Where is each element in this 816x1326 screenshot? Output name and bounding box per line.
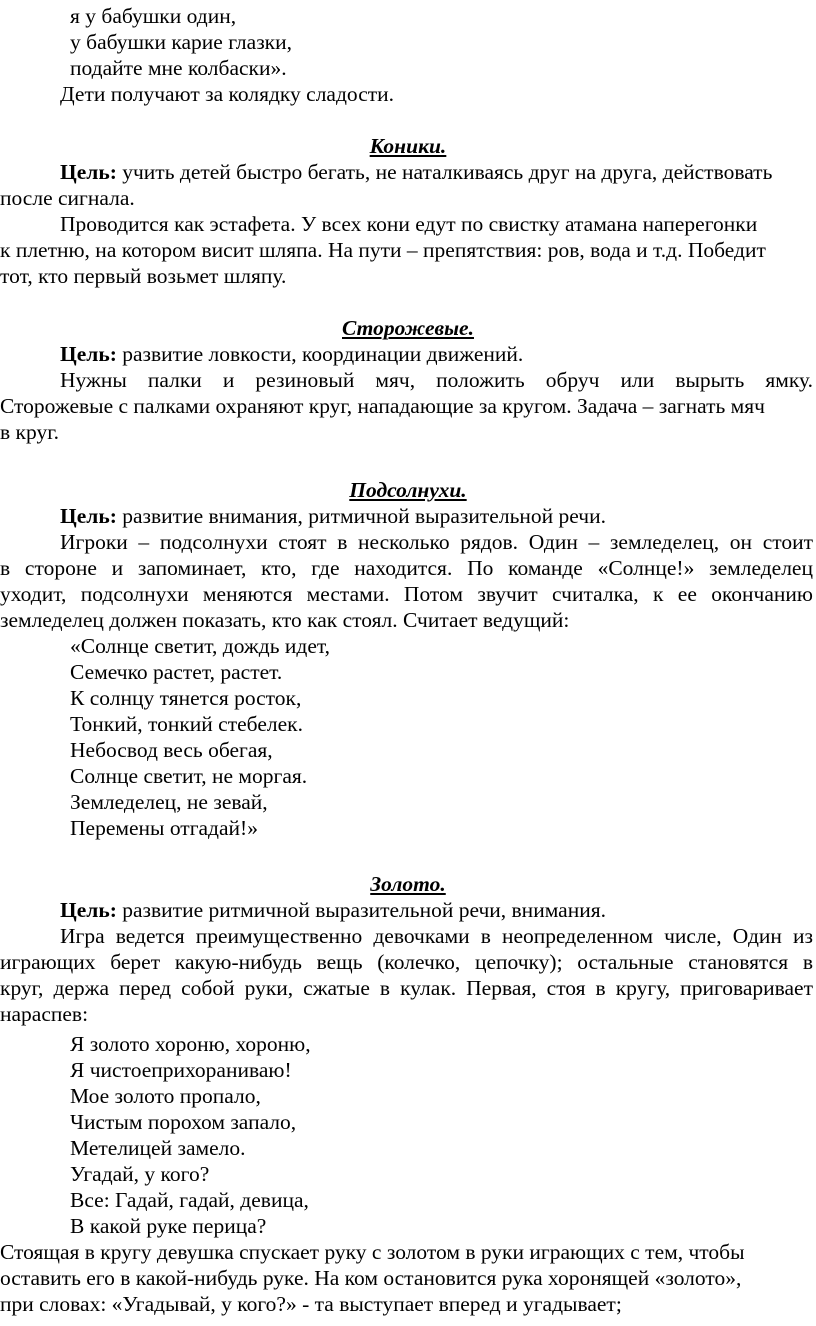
poem-line: Мое золото пропало, [70,1084,261,1108]
paragraph-line: Проводится как эстафета. У всех кони едут по свистку атамана наперегонки [60,212,758,236]
poem-line: Земледелец, не зевай, [70,790,268,814]
poem-line: В какой руке перица? [70,1214,267,1238]
poem-line: Я золото хороню, хороню, [70,1032,311,1056]
goal-text: развитие ловкости, координации движений. [116,342,524,366]
paragraph-line: Дети получают за колядку сладости. [60,82,395,106]
goal-text: развитие ритмичной выразительной речи, внимания. [116,898,606,922]
paragraph-line: Сторожевые с палками охраняют круг, нападающие за кругом. Задача – загнать мяч [0,394,765,418]
section-title-podsolnukhi: Подсолнухи. [349,478,467,502]
paragraph-line: Игроки – подсолнухи стоят в несколько рядов. Один – земледелец, он стоит [60,530,813,554]
paragraph-line: оставить его в какой-нибудь руке. На ком остановится рука хоронящей «золото», [0,1266,742,1290]
poem-line: Тонкий, тонкий стебелек. [70,712,303,736]
poem-line: Я чистоеприхораниваю! [70,1058,292,1082]
paragraph-line: уходит, подсолнухи меняются местами. Потом звучит считалка, к ее окончанию [0,582,813,606]
goal-label: Цель: [60,504,117,528]
poem-line: Солнце светит, не моргая. [70,764,308,788]
goal-line [60,504,606,530]
goal-label: Цель: [60,342,117,366]
goal-line [60,342,523,368]
poem-line: Перемены отгадай!» [70,816,258,840]
poem-line: подайте мне колбаски». [70,56,287,80]
paragraph-line: тот, кто первый возьмет шляпу. [0,264,287,288]
poem-line: Небосвод весь обегая, [70,738,273,762]
paragraph-line: после сигнала. [0,186,135,210]
goal-text: развитие внимания, ритмичной выразительной речи. [116,504,606,528]
paragraph-line: Стоящая в кругу девушка спускает руку с золотом в руки играющих с тем, чтобы [0,1240,745,1264]
paragraph-line: играющих берет какую-нибудь вещь (колечко, цепочку); остальные становятся в [0,950,813,974]
poem-line: Семечко растет, растет. [70,660,283,684]
paragraph-line: нараспев: [0,1002,89,1026]
paragraph-line: в круг. [0,420,59,444]
poem-line: у бабушки карие глазки, [70,30,293,54]
section-title-zoloto: Золото. [370,872,446,896]
paragraph-line: круг, держа перед собой руки, сжатые в кулак. Первая, стоя в кругу, приговаривает [0,976,813,1000]
goal-line [60,160,772,186]
poem-line: К солнцу тянется росток, [70,686,302,710]
goal-text: учить детей быстро бегать, не наталкиваясь друг на друга, действовать [116,160,773,184]
poem-line: Метелицей замело. [70,1136,246,1160]
poem-line: «Солнце светит, дождь идет, [70,634,331,658]
paragraph-line: к плетню, на котором висит шляпа. На пути – препятствия: ров, вода и т.д. Победит [0,238,766,262]
paragraph-line: Нужны палки и резиновый мяч, положить обруч или вырыть ямку. [60,368,813,392]
goal-label: Цель: [60,160,117,184]
paragraph-line: Игра ведется преимущественно девочками в неопределенном числе, Один из [60,924,813,948]
goal-line [60,898,606,924]
paragraph-line: при словах: «Угадывай, у кого?» - та выступает вперед и угадывает; [0,1292,622,1316]
poem-line: Все: Гадай, гадай, девица, [70,1188,309,1212]
section-title-storozhevye: Сторожевые. [342,316,474,340]
section-title-koniki: Коники. [369,134,447,158]
poem-line: я у бабушки один, [70,4,237,28]
goal-label: Цель: [60,898,117,922]
paragraph-line: земледелец должен показать, кто как стоял. Считает ведущий: [0,608,570,632]
poem-line: Чистым порохом запало, [70,1110,297,1134]
poem-line: Угадай, у кого? [70,1162,210,1186]
paragraph-line: в стороне и запоминает, кто, где находится. По команде «Солнце!» земледелец [0,556,813,580]
